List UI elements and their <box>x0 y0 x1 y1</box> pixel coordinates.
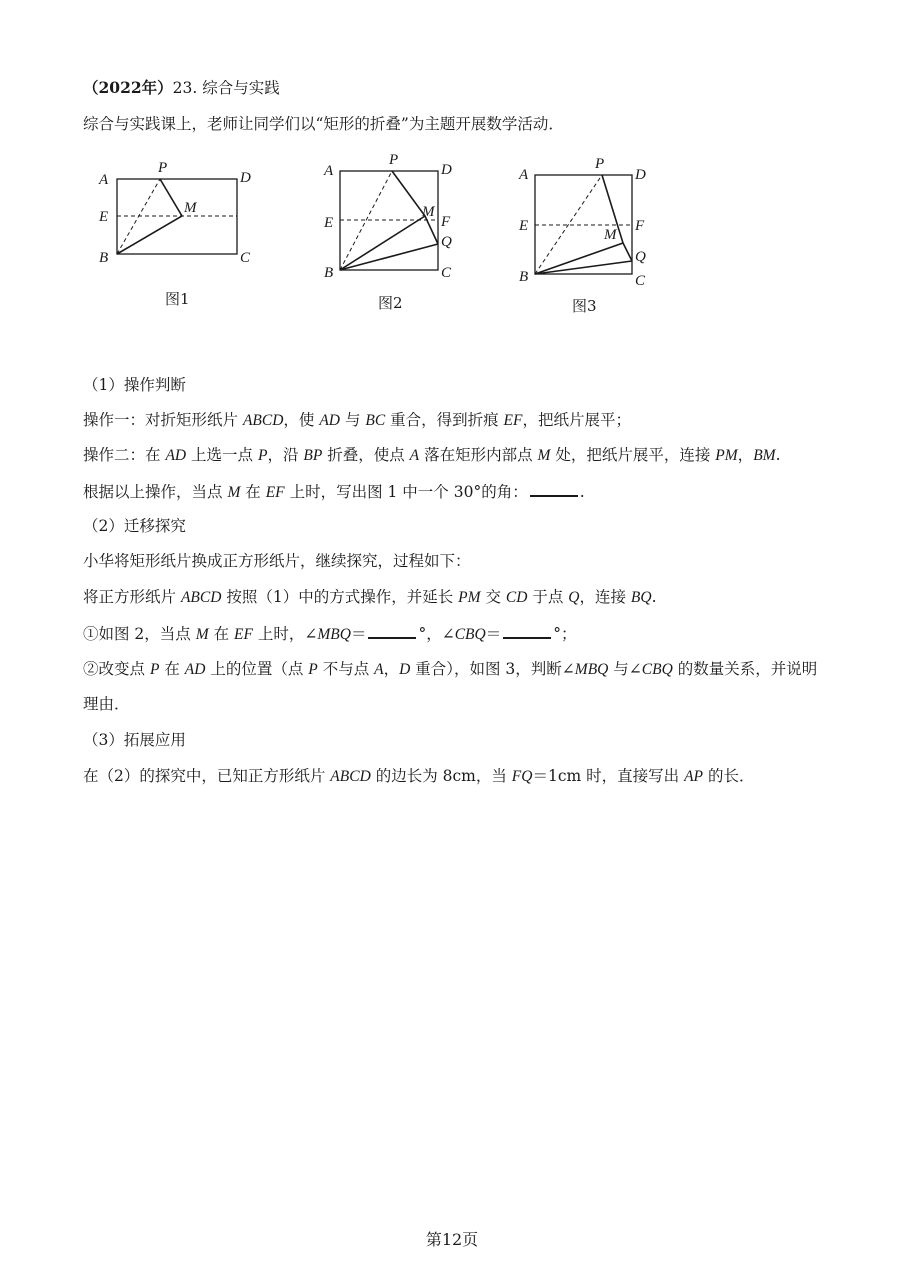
segment-bm <box>340 216 425 270</box>
label-c: C <box>635 273 646 289</box>
figure-3-caption: 图3 <box>572 297 597 315</box>
label-p: P <box>158 160 168 176</box>
label-a: A <box>324 163 334 179</box>
label-m: M <box>604 227 617 243</box>
label-f: F <box>441 214 451 230</box>
answer-blank-cbq[interactable] <box>503 623 551 639</box>
question-header <box>83 78 280 98</box>
figure-1 <box>90 155 270 315</box>
label-f: F <box>635 218 645 234</box>
question-title: 23. 综合与实践 <box>172 79 280 97</box>
segment-bq <box>535 261 632 274</box>
label-q: Q <box>441 234 452 250</box>
label-p: P <box>389 152 399 168</box>
part1-operation-2: 操作二：在 AD 上选一点 P，沿 BP 折叠，使点 A 落在矩形内部点 M 处，把纸片展平，连接 PM，BM. <box>83 446 781 464</box>
label-q: Q <box>635 249 646 265</box>
page-number: 第12页 <box>425 1230 479 1249</box>
part1-operation-1: 操作一：对折矩形纸片 ABCD，使 AD 与 BC 重合，得到折痕 EF，把纸片展平； <box>83 411 631 429</box>
part1-question: 根据以上操作，当点 M 在 EF 上时，写出图 1 中一个 30°的角： . <box>83 483 585 501</box>
label-d: D <box>441 162 452 178</box>
intro-text: 综合与实践课上，老师让同学们以“矩形的折叠”为主题开展数学活动． <box>83 115 564 133</box>
label-b: B <box>519 269 529 285</box>
label-a: A <box>99 172 109 188</box>
segment-bq <box>340 244 438 270</box>
label-c: C <box>240 250 251 266</box>
part2-line-1: 小华将矩形纸片换成正方形纸片，继续探究，过程如下： <box>83 552 471 570</box>
part2-heading: （2）迁移探究 <box>83 517 186 535</box>
label-b: B <box>324 265 334 281</box>
part2-question-2-cont: 理由． <box>83 695 130 713</box>
answer-blank-mbq[interactable] <box>368 623 416 639</box>
segment-bm <box>535 243 623 274</box>
figure-3 <box>515 153 675 323</box>
label-d: D <box>240 170 251 186</box>
answer-blank[interactable] <box>530 481 578 497</box>
label-e: E <box>519 218 529 234</box>
question-year: （2022年） <box>83 78 173 97</box>
label-e: E <box>99 209 109 225</box>
label-a: A <box>519 167 529 183</box>
part3-question: 在（2）的探究中，已知正方形纸片 ABCD 的边长为 8cm，当 FQ＝1cm 时，直接写出 AP 的长． <box>83 767 755 785</box>
part2-question-2: ②改变点 P 在 AD 上的位置（点 P 不与点 A，D 重合），如图 3，判断∠MBQ 与∠CBQ 的数量关系，并说明 <box>83 660 818 678</box>
label-b: B <box>99 250 109 266</box>
part2-question-1: ①如图 2，当点 M 在 EF 上时，∠MBQ＝ °，∠CBQ＝ °； <box>83 625 577 643</box>
label-c: C <box>441 265 452 281</box>
figure-1-caption: 图1 <box>165 290 190 308</box>
figure-2-caption: 图2 <box>378 294 403 312</box>
label-m: M <box>184 200 197 216</box>
label-m: M <box>422 204 435 220</box>
part1-heading: （1）操作判断 <box>83 376 186 394</box>
label-d: D <box>635 167 646 183</box>
part2-line-2: 将正方形纸片 ABCD 按照（1）中的方式操作，并延长 PM 交 CD 于点 Q，连接 BQ. <box>83 588 657 606</box>
figure-2 <box>318 150 478 320</box>
part3-heading: （3）拓展应用 <box>83 731 186 749</box>
label-p: P <box>595 156 605 172</box>
label-e: E <box>324 215 334 231</box>
